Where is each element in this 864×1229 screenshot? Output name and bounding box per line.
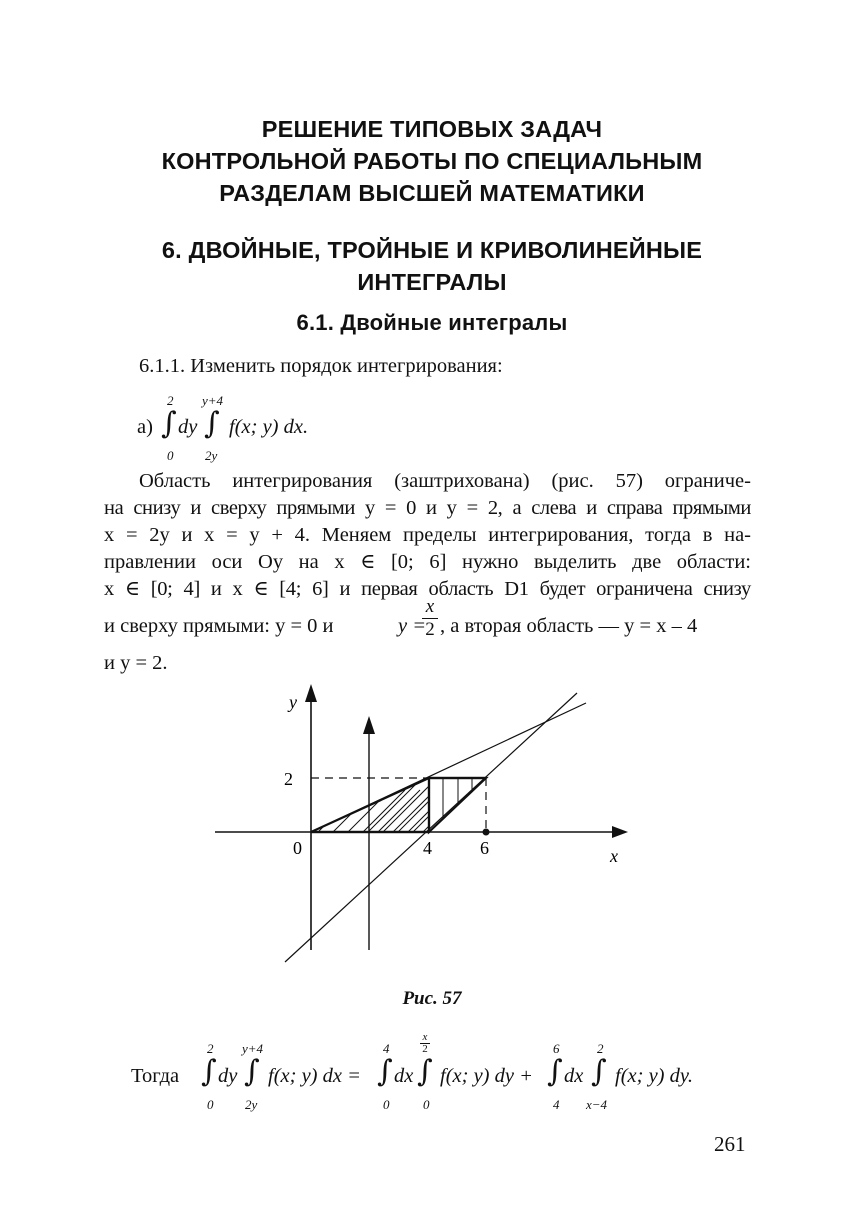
integral-sign: ∫ [417, 1054, 433, 1089]
outer-differential: dy [178, 416, 198, 438]
body-line-6-end: , а вторая область — y = x – 4 [440, 615, 698, 637]
part-title-line-2: КОНТРОЛЬНОЙ РАБОТЫ ПО СПЕЦИАЛЬНЫМ [161, 148, 703, 174]
region-d1 [311, 778, 429, 832]
i2-upper: y+4 [242, 1041, 264, 1056]
fraction-denominator: 2 [422, 618, 438, 641]
tick-label-y-2: 2 [284, 769, 293, 789]
integral-sign: ∫ [244, 1054, 260, 1089]
tick-label-6: 6 [480, 838, 489, 858]
i3-upper: 4 [383, 1041, 390, 1056]
part-title [0, 113, 864, 209]
i4-upper [420, 1032, 430, 1055]
i4-upper-denominator: 2 [420, 1043, 430, 1055]
body-line-1: Область интегрирования (заштрихована) (рис. 57) ограниче- [139, 470, 751, 492]
i6-lower: x−4 [586, 1097, 608, 1112]
inner-upper-limit: y+4 [202, 393, 224, 408]
section-title: 6.1. Двойные интегралы [296, 310, 568, 335]
body-line-2: на снизу и сверху прямыми y = 0 и y = 2, а слева и справа прямыми [104, 497, 751, 519]
x-axis-label: x [610, 846, 618, 866]
integral-sign: ∫ [591, 1054, 607, 1089]
outer-upper-limit: 2 [167, 393, 174, 408]
i6-body: f(x; y) dy. [615, 1065, 693, 1087]
integral-sign: ∫ [161, 406, 177, 441]
integrand: f(x; y) dx. [229, 416, 309, 438]
fraction-x-over-2 [422, 596, 438, 641]
part-title-line-3: РАЗДЕЛАМ ВЫСШЕЙ МАТЕМАТИКИ [219, 180, 645, 206]
i1-diff: dy [218, 1065, 238, 1087]
integral-sign: ∫ [377, 1054, 393, 1089]
final-lead: Тогда [131, 1065, 180, 1087]
i4-body: f(x; y) dy + [440, 1065, 533, 1087]
figure-57 [0, 680, 864, 980]
chapter-title-line-2: ИНТЕГРАЛЫ [357, 269, 507, 295]
integral-sign: ∫ [547, 1054, 563, 1089]
i1-lower: 0 [207, 1097, 214, 1112]
fraction-lhs: y = [398, 615, 427, 637]
item-label: а) [137, 416, 153, 438]
page-number: 261 [714, 1132, 746, 1156]
i5-lower: 4 [553, 1097, 560, 1112]
integral-sign: ∫ [204, 406, 220, 441]
i1-upper: 2 [207, 1041, 214, 1056]
i2-lower: 2y [245, 1097, 258, 1112]
chapter-title [0, 234, 864, 298]
body-line-5: x ∈ [0; 4] и x ∈ [4; 6] и первая область D1 будет ограничена снизу [104, 578, 751, 600]
i2-body: f(x; y) dx = [268, 1065, 361, 1087]
fraction-numerator: x [425, 596, 435, 617]
body-line-7: и y = 2. [104, 652, 168, 674]
y-axis-arrow [305, 684, 317, 702]
y-axis-label: y [289, 692, 297, 712]
problem-statement: 6.1.1. Изменить порядок интегрирования: [139, 355, 503, 377]
body-line-3: x = 2y и x = y + 4. Меняем пределы интегрирования, тогда в на- [104, 524, 751, 546]
i3-lower: 0 [383, 1097, 390, 1112]
point-x-6 [483, 829, 490, 836]
i5-upper: 6 [553, 1041, 560, 1056]
inner-lower-limit: 2y [205, 448, 218, 463]
i4-upper-numerator: x [422, 1031, 428, 1043]
figure-caption: Рис. 57 [402, 988, 462, 1009]
tick-label-4: 4 [423, 838, 432, 858]
outer-lower-limit: 0 [167, 448, 174, 463]
i3-diff: dx [394, 1065, 414, 1087]
i5-diff: dx [564, 1065, 584, 1087]
i4-lower: 0 [423, 1097, 430, 1112]
tick-label-0: 0 [293, 838, 302, 858]
body-line-6-start: и сверху прямыми: y = 0 и [104, 615, 334, 637]
chapter-title-line-1: 6. ДВОЙНЫЕ, ТРОЙНЫЕ И КРИВОЛИНЕЙНЫЕ [161, 237, 703, 263]
part-title-line-1: РЕШЕНИЕ ТИПОВЫХ ЗАДАЧ [261, 116, 603, 142]
body-line-4: правлении оси Oy на x ∈ [0; 6] нужно выделить две области: [104, 551, 751, 573]
i6-upper: 2 [597, 1041, 604, 1056]
x-axis-arrow [612, 826, 628, 838]
direction-arrow-head [363, 716, 375, 734]
line-x-eq-y-plus-4 [285, 693, 577, 962]
integral-sign: ∫ [201, 1054, 217, 1089]
